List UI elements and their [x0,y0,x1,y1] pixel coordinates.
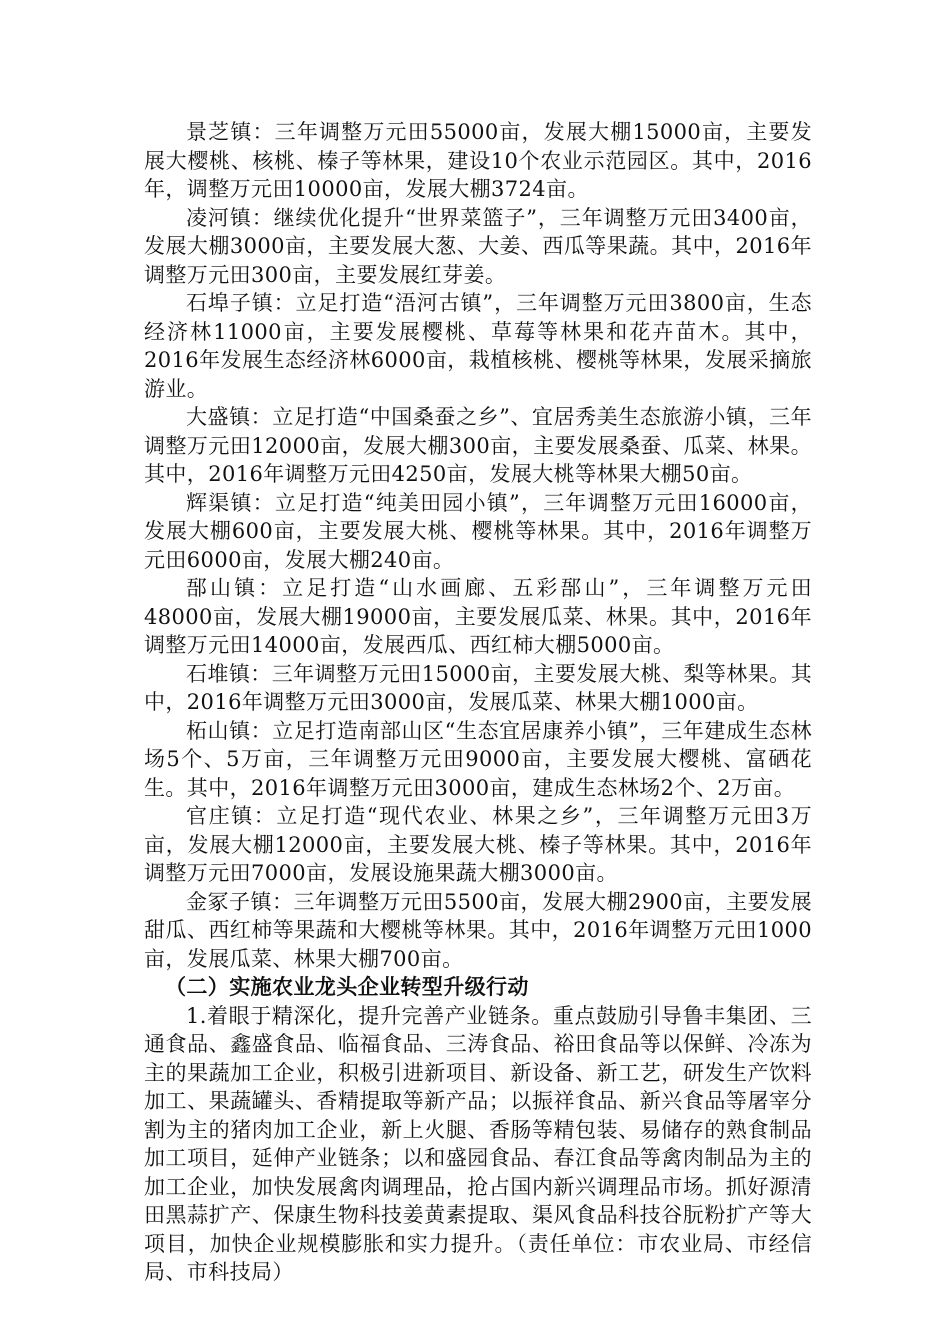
paragraph-wushan: 郚山镇：立足打造“山水画廊、五彩郚山”，三年调整万元田48000亩，发展大棚19000亩，主要发展瓜菜、林果。其中，2016年调整万元田14000亩，发展西瓜、西红柿大棚5000亩。 [144,576,812,657]
paragraph-zheshan: 柘山镇：立足打造南部山区“生态宜居康养小镇”，三年建成生态林场5个、5万亩，三年调整万元田9000亩，主要发展大樱桃、富硒花生。其中，2016年调整万元田3000亩，建成生态林场2个、2万亩。 [144,718,812,800]
paragraph-huiqu: 辉渠镇：立足打造“纯美田园小镇”，三年调整万元田16000亩，发展大棚600亩，主要发展大桃、樱桃等林果。其中，2016年调整万元田6000亩，发展大棚240亩。 [144,490,812,572]
paragraph-section-item-1: 1.着眼于精深化，提升完善产业链条。重点鼓励引导鲁丰集团、三通食品、鑫盛食品、临福食品、三涛食品、裕田食品等以保鲜、冷冻为主的果蔬加工企业，积极引进新项目、新设备、新工艺，研发生产饮料加工、果蔬罐头、香精提取等新产品；以振祥食品、新兴食品等屠宰分割为主的猪肉加工企业，新上火腿、香肠等精包装、易储存的熟食制品加工项目，延伸产业链条；以和盛园食品、春江食品等禽肉制品为主的加工企业，加快发展禽肉调理品，抢占国内新兴调理品市场。抓好源清田黑蒜扩产、保康生物科技姜黄素提取、渠风食品科技谷朊粉扩产等大项目，加快企业规模膨胀和实力提升。（责任单位：市农业局、市经信局、市科技局） [144,1003,812,1284]
paragraph-jingzhi: 景芝镇：三年调整万元田55000亩，发展大棚15000亩，主要发展大樱桃、核桃、榛子等林果，建设10个农业示范园区。其中，2016年，调整万元田10000亩，发展大棚3724亩。 [144,120,812,201]
paragraph-shibuzi: 石埠子镇：立足打造“浯河古镇”，三年调整万元田3800亩，生态经济林11000亩，主要发展樱桃、草莓等林果和花卉苗木。其中，2016年发展生态经济林6000亩，栽植核桃、樱桃等林果，发展采摘旅游业。 [144,291,812,401]
document-page [144,118,812,1287]
paragraph-jinzhongzi: 金冢子镇：三年调整万元田5500亩，发展大棚2900亩，主要发展甜瓜、西红柿等果蔬和大樱桃等林果。其中，2016年调整万元田1000亩，发展瓜菜、林果大棚700亩。 [144,889,812,971]
paragraph-dasheng: 大盛镇：立足打造“中国桑蚕之乡”、宜居秀美生态旅游小镇，三年调整万元田12000亩，发展大棚300亩，主要发展桑蚕、瓜菜、林果。其中，2016年调整万元田4250亩，发展大桃等林果大棚50亩。 [144,405,812,486]
paragraph-shidui: 石堆镇：三年调整万元田15000亩，主要发展大桃、梨等林果。其中，2016年调整万元田3000亩，发展瓜菜、林果大棚1000亩。 [144,661,812,714]
section-heading: （二）实施农业龙头企业转型升级行动 [165,974,529,999]
paragraph-linghe: 凌河镇：继续优化提升“世界菜篮子”，三年调整万元田3400亩，发展大棚3000亩，主要发展大葱、大姜、西瓜等果蔬。其中，2016年调整万元田300亩，主要发展红芽姜。 [144,205,812,287]
paragraph-guanzhuang: 官庄镇：立足打造“现代农业、林果之乡”，三年调整万元田3万亩，发展大棚12000亩，主要发展大桃、榛子等林果。其中，2016年调整万元田7000亩，发展设施果蔬大棚3000亩。 [144,804,812,885]
